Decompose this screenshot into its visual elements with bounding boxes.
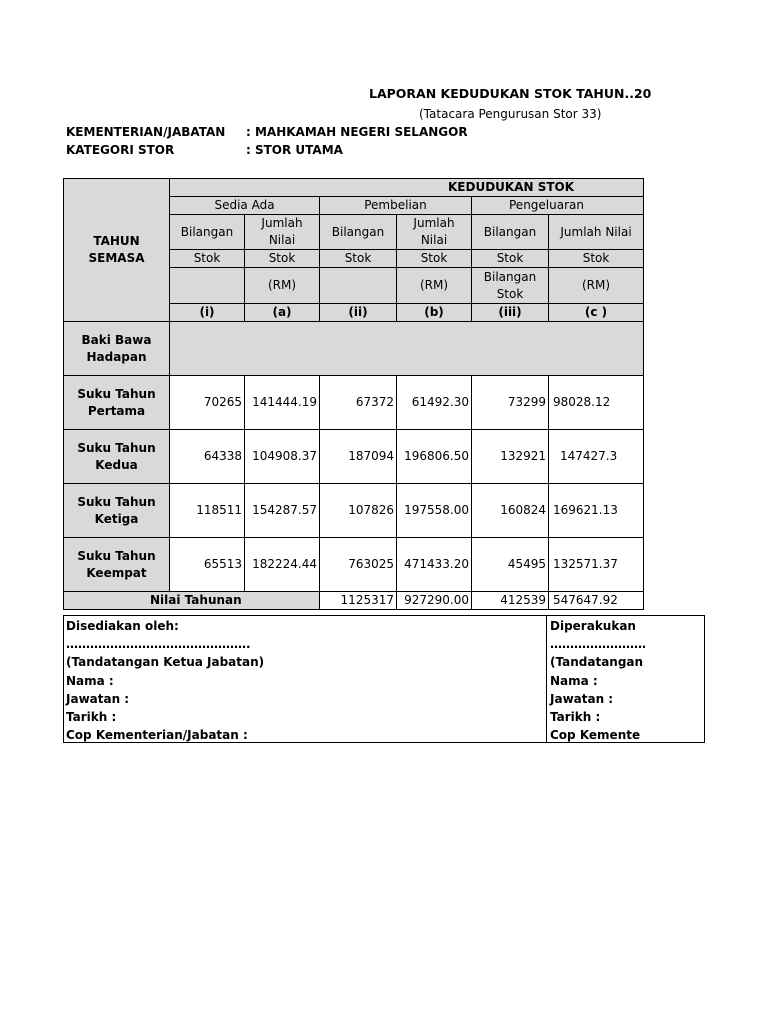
group-pengeluaran: Pengeluaran [472,197,644,215]
value-cell: 67372 [320,376,397,430]
col-header-jumlah: Jumlah Nilai [549,215,644,250]
category-label: KATEGORI STOR [66,143,175,157]
name-field: Nama : [66,673,114,688]
value-cell: 154287.57 [245,484,320,538]
col-header-stok: Stok [170,250,245,268]
name-field: Nama : [550,673,598,688]
empty-header-cell [320,268,397,304]
value-cell: 182224.44 [245,538,320,592]
total-row [64,592,644,610]
signature-caption: (Tandatangan Ketua Jabatan) [66,655,265,670]
col-header-stok: Stok [320,250,397,268]
row-header-cell: TAHUN SEMASA [64,179,170,322]
baki-label: Baki Bawa Hadapan [64,322,170,376]
value-cell: 197558.00 [397,484,472,538]
value-cell: 160824 [472,484,549,538]
total-cell: 1125317 [320,592,397,610]
table-row [64,376,644,430]
col-header-bilangan: Bilangan [170,215,245,250]
group-header-cell: KEDUDUKAN STOK [170,179,644,197]
value-cell: 471433.20 [397,538,472,592]
code-cell: (b) [397,304,472,322]
signature-caption: (Tandatangan [550,655,644,670]
rm-label: (RM) [245,268,320,304]
value-cell: 61492.30 [397,376,472,430]
signature-divider [546,616,547,742]
code-cell: (c ) [549,304,644,322]
value-cell: 73299 [472,376,549,430]
report-title: LAPORAN KEDUDUKAN STOK TAHUN..20 [369,86,652,101]
value-cell: 141444.19 [245,376,320,430]
code-cell: (iii) [472,304,549,322]
row-label: Suku Tahun Ketiga [64,484,170,538]
group-sedia-ada: Sedia Ada [170,197,320,215]
certified-by-label: Diperakukan [550,619,636,633]
group-pembelian: Pembelian [320,197,472,215]
value-cell: 132571.37 [549,538,644,592]
value-cell: 45495 [472,538,549,592]
value-cell: 132921 [472,430,549,484]
position-field: Jawatan : [66,691,130,706]
value-cell: 104908.37 [245,430,320,484]
value-cell: 187094 [320,430,397,484]
row-label: Suku Tahun Pertama [64,376,170,430]
value-cell: 64338 [170,430,245,484]
value-cell: 65513 [170,538,245,592]
total-cell: 927290.00 [397,592,472,610]
row-label: Suku Tahun Kedua [64,430,170,484]
value-cell: 196806.50 [397,430,472,484]
total-cell: 547647.92 [549,592,644,610]
code-cell: (a) [245,304,320,322]
total-label: Nilai Tahunan [64,592,320,610]
value-cell: 118511 [170,484,245,538]
rm-label: (RM) [397,268,472,304]
col-header-jumlah: Jumlah Nilai [245,215,320,250]
signature-dots: …………………… [550,637,646,652]
prepared-by-label: Disediakan oleh: [66,619,179,633]
col-header-bilangan-stok: Bilangan Stok [472,268,549,304]
col-header-stok: Stok [245,250,320,268]
signature-dots: ………………………………………. [66,637,251,652]
col-header-stok: Stok [472,250,549,268]
stamp-field: Cop Kementerian/Jabatan : [66,728,248,743]
ministry-label: KEMENTERIAN/JABATAN [66,125,226,139]
rm-label: (RM) [549,268,644,304]
stamp-field: Cop Kemente [550,728,641,743]
category-value: : STOR UTAMA [246,143,343,157]
date-field: Tarikh : [550,709,601,724]
col-header-stok: Stok [549,250,644,268]
position-field: Jawatan : [550,691,614,706]
code-cell: (i) [170,304,245,322]
stock-table [63,178,644,610]
row-label: Suku Tahun Keempat [64,538,170,592]
table-row [64,430,644,484]
prepared-by-block [66,617,264,744]
value-cell: 147427.3 [549,430,644,484]
code-cell: (ii) [320,304,397,322]
stock-table-container [63,178,632,607]
total-cell: 412539 [472,592,549,610]
col-header-bilangan: Bilangan [472,215,549,250]
value-cell: 763025 [320,538,397,592]
value-cell: 70265 [170,376,245,430]
report-subtitle: (Tatacara Pengurusan Stor 33) [419,107,602,121]
value-cell: 107826 [320,484,397,538]
value-cell: 169621.13 [549,484,644,538]
col-header-bilangan: Bilangan [320,215,397,250]
certified-by-block [550,617,646,744]
baki-empty-cell [170,322,644,376]
empty-header-cell [170,268,245,304]
date-field: Tarikh : [66,709,117,724]
value-cell: 98028.12 [549,376,644,430]
col-header-jumlah: Jumlah Nilai [397,215,472,250]
table-row [64,484,644,538]
table-row [64,538,644,592]
signature-box [63,615,705,743]
col-header-stok: Stok [397,250,472,268]
signature-section [63,615,646,745]
ministry-value: : MAHKAMAH NEGERI SELANGOR [246,125,468,139]
